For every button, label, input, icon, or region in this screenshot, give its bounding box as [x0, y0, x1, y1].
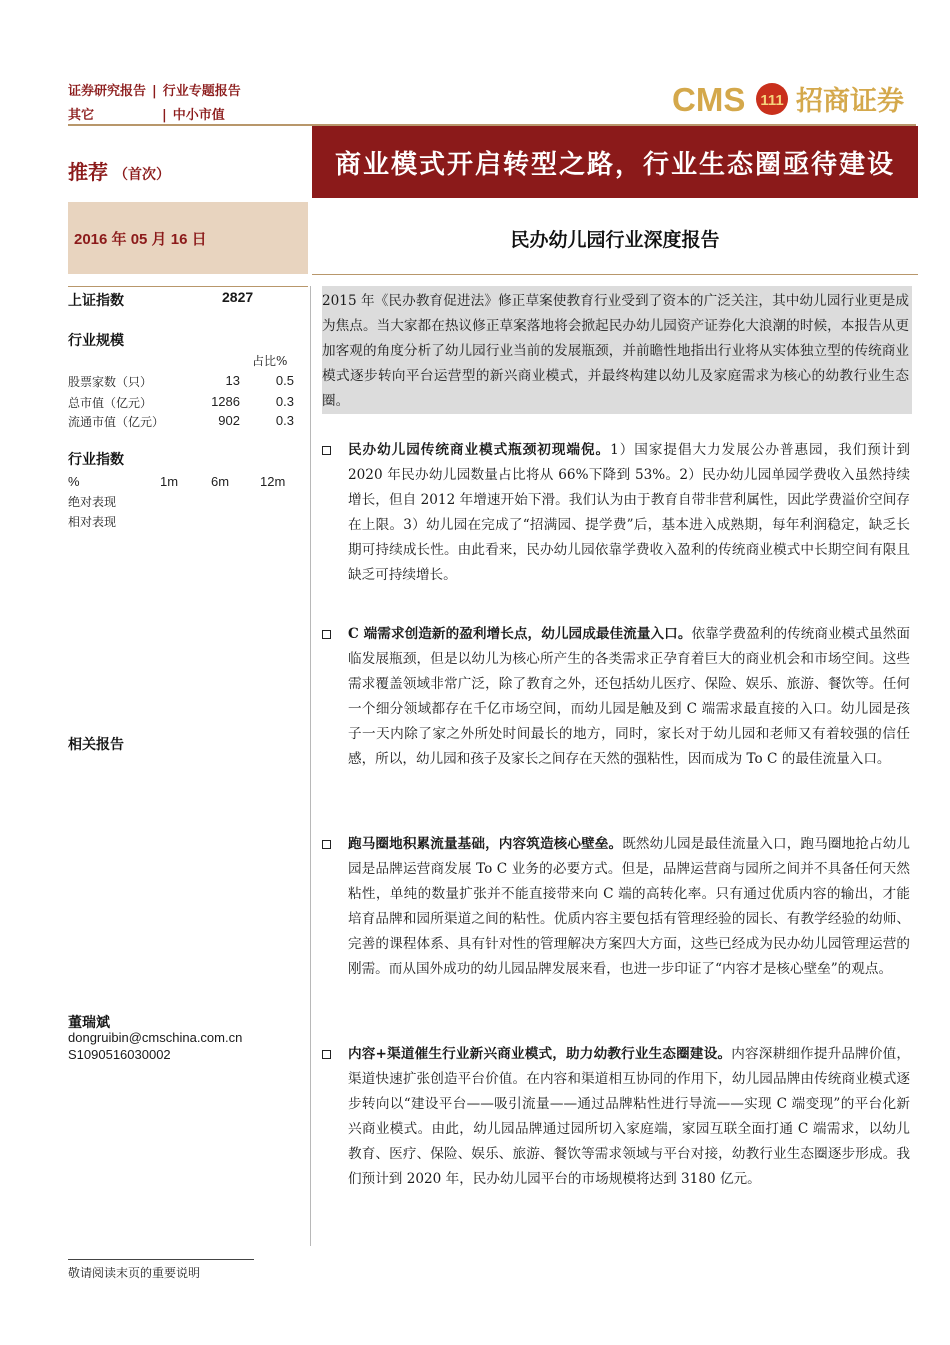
- rating-label: 推荐: [68, 160, 108, 184]
- scale-row-pct: 0.5: [275, 373, 294, 388]
- key-point-heading: C 端需求创造新的盈利增长点，幼儿园成最佳流量入口。: [348, 626, 692, 642]
- report-category-line: [68, 80, 241, 99]
- scale-header-pct: 占比%: [252, 354, 288, 368]
- rating-note: （首次）: [114, 167, 170, 183]
- checkbox-bullet-icon: [322, 630, 331, 639]
- key-point-heading: 跑马圈地积累流量基础，内容筑造核心壁垒。: [348, 836, 623, 852]
- logo-latin-text: CMS: [672, 81, 746, 118]
- summary-box: [322, 286, 912, 414]
- report-type: 证券研究报告: [68, 84, 147, 99]
- perf-header-12m: 12m: [260, 474, 286, 489]
- perf-header-1m: 1m: [160, 474, 179, 489]
- key-point-heading: 内容+渠道催生行业新兴商业模式，助力幼教行业生态圈建设。: [348, 1046, 732, 1062]
- scale-row-pct: 0.3: [275, 394, 294, 409]
- footer-note: 敬请阅读末页的重要说明: [68, 1266, 201, 1280]
- checkbox-bullet-icon: [322, 1050, 331, 1059]
- scale-row-label: 股票家数（只）: [68, 375, 153, 389]
- footer-divider: [68, 1259, 254, 1260]
- author-name: 董瑞斌: [68, 1015, 110, 1031]
- report-date: 2016 年 05 月 16 日: [74, 230, 207, 248]
- key-point-heading: 民办幼儿园传统商业模式瓶颈初现端倪。: [348, 442, 611, 458]
- key-point: [322, 622, 910, 772]
- key-point: [322, 832, 910, 982]
- index-value: 2827: [222, 289, 254, 305]
- perf-title: 行业指数: [68, 452, 124, 468]
- author-email[interactable]: dongruibin@cmschina.com.cn: [68, 1030, 243, 1045]
- scale-row-label: 总市值（亿元）: [68, 396, 153, 410]
- rating: [68, 156, 170, 185]
- report-title: 商业模式开启转型之路，行业生态圈亟待建设: [334, 149, 895, 180]
- industry-category-line: [68, 104, 225, 123]
- key-point-body: 既然幼儿园是最佳流量入口，跑马圈地抢占幼儿园是品牌运营商发展 To C 业务的必要方式。但是，品牌运营商与园所之间并不具备任何天然粘性，单纯的数量扩张并不能直接带来向 C 端的高转化率。只有通过优质内容的输出，才能培育品牌和园所渠道之间的粘性。优质内容主要包括有管理经验的园长、有教学经验的幼师、完善的课程体系、具有针对性的管理解决方案四大方面，这些已经成为民办幼儿园管理运营的刚需。而从国外成功的幼儿园品牌发展来看，也进一步印证了“内容才是核心壁垒”的观点。: [348, 836, 910, 977]
- scale-title: 行业规模: [68, 333, 124, 349]
- logo-badge-text: 111: [760, 92, 784, 109]
- perf-row-relative: 相对表现: [68, 515, 117, 529]
- scale-row-value: 1286: [211, 394, 240, 409]
- separator: |: [162, 108, 167, 123]
- subtitle-divider: [312, 274, 918, 275]
- key-point: [322, 1042, 910, 1192]
- industry-subtype: 中小市值: [172, 108, 225, 123]
- scale-row-value: 13: [225, 373, 240, 388]
- key-point-body: 1）国家提倡大力发展公办普惠园，我们预计到 2020 年民办幼儿园数量占比将从 66%下降到 53%。2）民办幼儿园单园学费收入虽然持续增长，但自 2012 年增速开始下滑。我们认为由于教育自带非营利属性，因此学费溢价空间存在上限。3）幼儿园在完成了“招满园、提学费”后，基本进入成熟期，每年利润稳定，缺乏长期可持续成长性。由此看来，民办幼儿园依靠学费收入盈利的传统商业模式中长期空间有限且缺乏可持续增长。: [348, 442, 910, 583]
- key-point: [322, 438, 910, 588]
- perf-row-absolute: 绝对表现: [68, 495, 117, 509]
- key-point-body: 依靠学费盈利的传统商业模式虽然面临发展瓶颈，但是以幼儿为核心所产生的各类需求正孕育着巨大的商业机会和市场空间。这些需求覆盖领域非常广泛，除了教育之外，还包括幼儿医疗、保险、娱乐、旅游、餐饮等。任何一个细分领域都存在千亿市场空间，而幼儿园是触及到 C 端需求最直接的入口。幼儿园是孩子一天内除了家之外所处时间最长的地方，同时，家长对于幼儿园和老师又有着较强的信任感，所以，幼儿园和孩子及家长之间存在天然的强粘性，因而成为 To C 的最佳流量入口。: [348, 626, 910, 767]
- scale-row-label: 流通市值（亿元）: [68, 415, 165, 429]
- report-subtitle-text: 民办幼儿园行业深度报告: [510, 228, 720, 251]
- sidebar-divider: [68, 286, 308, 287]
- related-reports-title: 相关报告: [68, 737, 124, 753]
- report-date-box: [68, 202, 308, 274]
- separator: |: [152, 84, 157, 99]
- column-divider: [310, 286, 311, 1246]
- checkbox-bullet-icon: [322, 840, 331, 849]
- perf-header-6m: 6m: [211, 474, 230, 489]
- summary-text: 2015 年《民办教育促进法》修正草案使教育行业受到了资本的广泛关注，其中幼儿园行业更是成为焦点。当大家都在热议修正草案落地将会掀起民办幼儿园资产证券化大浪潮的时候，本报告从更加客观的角度分析了幼儿园行业当前的发展瓶颈，并前瞻性地指出行业将从实体独立型的传统商业模式逐步转向平台运营型的新兴商业模式，并最终构建以幼儿及家庭需求为核心的幼教行业生态圈。: [322, 293, 909, 409]
- report-subtype: 行业专题报告: [162, 84, 241, 99]
- key-point-body: 内容深耕细作提升品牌价值，渠道快速扩张创造平台价值。在内容和渠道相互协同的作用下，幼儿园品牌由传统商业模式逐步转向以“建设平台——吸引流量——通过品牌粘性进行导流——实现 C 端变现”的平台化新兴商业模式。由此，幼儿园品牌通过园所切入家庭端，家园互联全面打通 C 端需求，以幼儿教育、医疗、保险、娱乐、旅游、餐饮等需求领域与平台对接，幼教行业生态圈逐步形成。我们预计到 2020 年，民办幼儿园平台的市场规模将达到 3180 亿元。: [348, 1046, 911, 1187]
- perf-header-unit: %: [68, 474, 80, 489]
- index-label: 上证指数: [68, 293, 124, 309]
- report-subtitle: [312, 202, 918, 274]
- cms-logo: [672, 78, 916, 120]
- logo-chinese-text: 招商证券: [796, 86, 904, 117]
- scale-row-pct: 0.3: [275, 413, 294, 428]
- checkbox-bullet-icon: [322, 446, 331, 455]
- scale-row-value: 902: [218, 413, 240, 428]
- industry-type: 其它: [68, 108, 95, 123]
- report-title-banner: [312, 126, 918, 198]
- author-certificate: S1090516030002: [68, 1047, 171, 1062]
